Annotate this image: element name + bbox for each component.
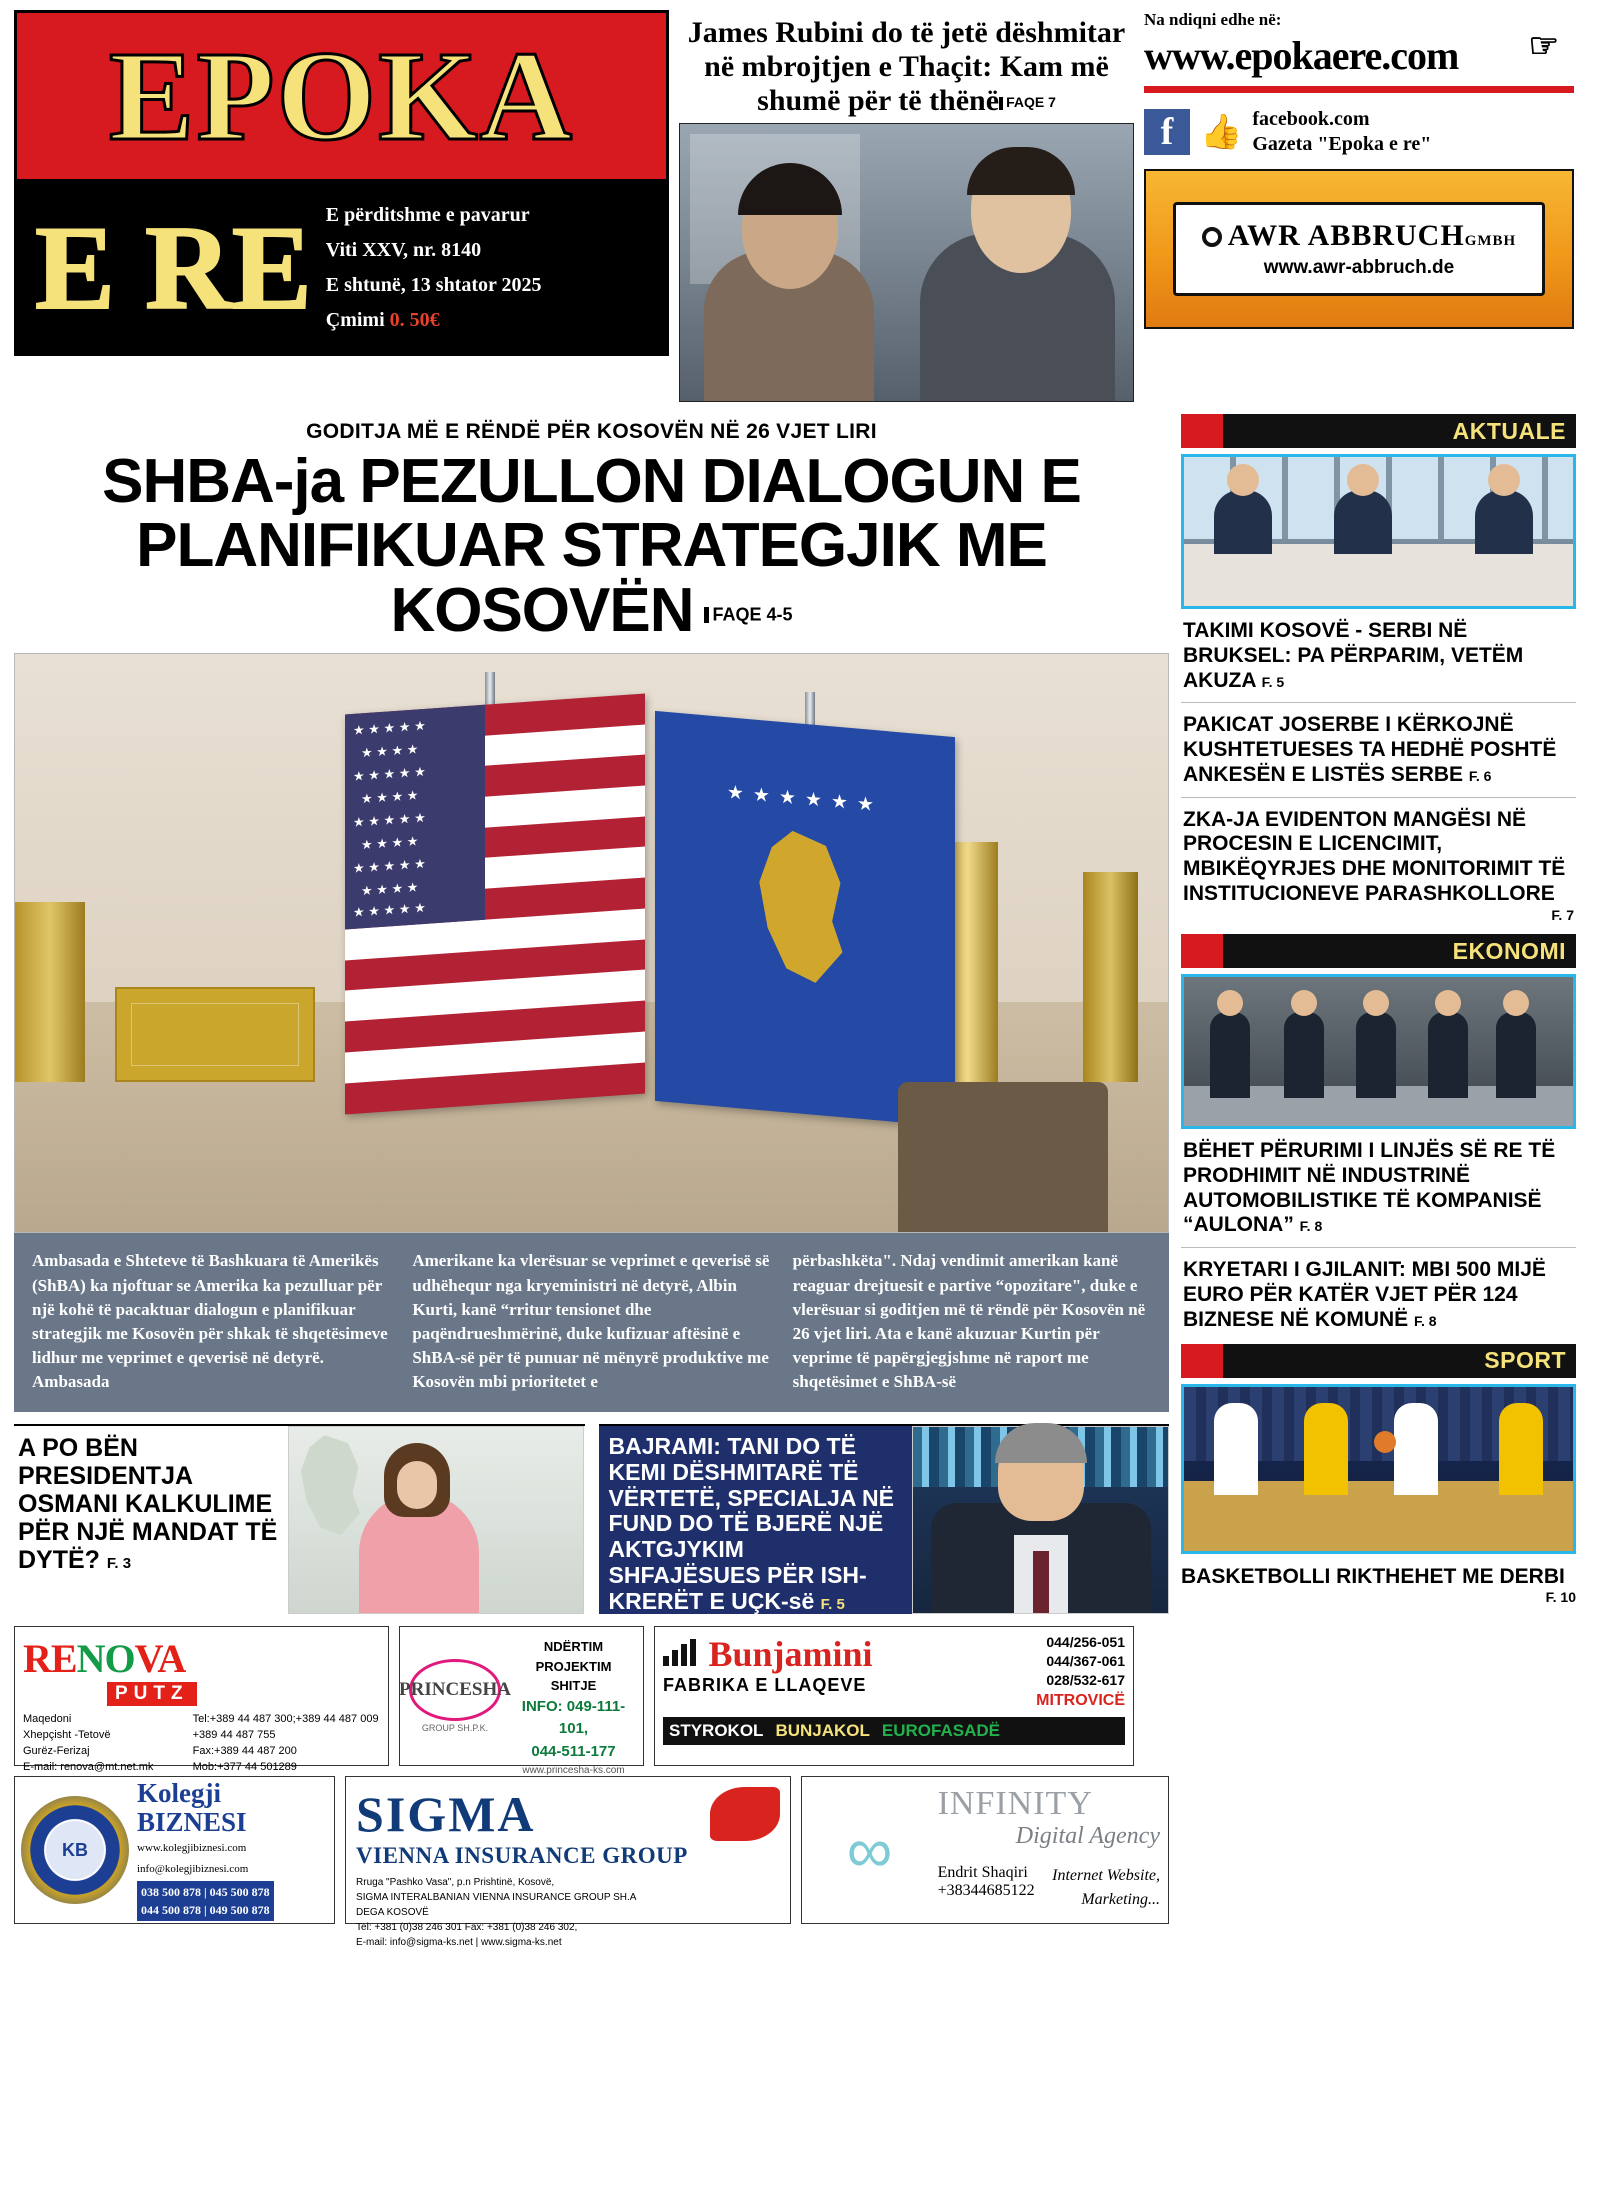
page-marker-icon — [999, 97, 1003, 110]
story-aktuale-1-page: F. 5 — [1261, 673, 1285, 690]
story-osmani-headline: A PO BËN PRESIDENTJA OSMANI KALKULIME PËR NJË MANDAT TË DYTË? — [18, 1434, 278, 1575]
ad-sigma-top — [356, 1785, 780, 1843]
ad-kolegji-title2: BIZNESI — [137, 1806, 247, 1837]
ad-renova-c1l1: Maqedoni — [23, 1713, 72, 1726]
story-aktuale-2-text: PAKICAT JOSERBE I KËRKOJNË KUSHTETUESES TA HEDHË POSHTË ANKESËN E LISTËS SERBE — [1183, 713, 1557, 786]
ad-awr-name: ABBRUCH — [1307, 219, 1465, 252]
story-sport-1-text: BASKETBOLLI RIKTHEHET ME DERBI — [1181, 1564, 1565, 1588]
ad-bunjamini-products — [663, 1717, 1125, 1745]
ad-princesha-info: INFO: 049-111-101, — [521, 1697, 626, 1738]
ad-renova-c1l4: E-mail: renova@mt.net.mk — [23, 1760, 154, 1773]
masthead — [14, 10, 669, 402]
ad-awr-abbruch[interactable] — [1144, 169, 1574, 329]
ad-infinity-service1: Internet Website, — [1052, 1867, 1160, 1885]
ad-infinity-contact-left — [938, 1864, 1035, 1912]
section-photo-sport — [1181, 1384, 1576, 1554]
ad-infinity-sub: Digital Agency — [1015, 1823, 1160, 1850]
story-ekonomi-2[interactable] — [1181, 1248, 1576, 1341]
follow-label: Na ndiqni edhe në: — [1144, 10, 1282, 29]
story-osmani-photo — [288, 1426, 585, 1614]
ad-sigma-addr4: Tel: +381 (0)38 246 301 Fax: +381 (0)38 246 302, — [356, 1922, 578, 1934]
story-aktuale-1-text: TAKIMI KOSOVË - SERBI NË BRUKSEL: PA PËRPARIM, VETËM AKUZA — [1183, 619, 1524, 692]
ad-infinity-name: INFINITY — [937, 1785, 1093, 1823]
photo-player-4 — [1499, 1403, 1543, 1495]
kosovo-map-icon — [295, 1435, 369, 1535]
photo-player-1 — [1214, 1403, 1258, 1495]
ad-kolegji-phones — [137, 1881, 274, 1921]
masthead-date: E shtunë, 13 shtator 2025 — [325, 273, 542, 296]
ad-sigma-addr3: DEGA KOSOVË — [356, 1907, 429, 1919]
ad-sigma-group: VIENNA INSURANCE GROUP — [356, 1843, 688, 1869]
ad-renova-logo-part2: N — [76, 1636, 105, 1682]
ad-infinity-services — [1052, 1864, 1160, 1912]
story-aktuale-1[interactable] — [1181, 609, 1576, 703]
ad-row-2 — [14, 1776, 1169, 1949]
ad-kolegji-title1: Kolegji — [137, 1778, 221, 1809]
ad-princesha-l3: SHITJE — [550, 1678, 597, 1694]
photo-player-3 — [1394, 1403, 1438, 1495]
ad-renova-sub: PUTZ — [107, 1682, 197, 1706]
section-photo-ekonomi — [1181, 974, 1576, 1129]
top-teaser-page: FAQE 7 — [1006, 94, 1056, 111]
lead-body-col3: përbashkëta". Ndaj vendimit amerikan kanë reaguar drejtuesit e partive “opozitare", duke e vlerësuar si goditjen më të rëndë për Kosovën në 26 vjet liri. Ata e kanë akuzuar Kurtin për veprime të papërgjegjshme në raport me shqetësimet e ShBA-së — [792, 1251, 1146, 1392]
cursor-icon: ☞ — [1528, 28, 1558, 65]
story-ekonomi-1-page: F. 8 — [1299, 1218, 1323, 1235]
lead-photo — [14, 653, 1169, 1233]
page-marker-icon — [704, 607, 709, 623]
photo-chair — [898, 1082, 1108, 1232]
photo-person-face — [397, 1461, 437, 1509]
kosovo-flag-stars: ★★★★★★ — [726, 782, 884, 818]
ad-renova-logo-part4: VA — [134, 1636, 186, 1682]
top-teaser[interactable] — [679, 10, 1134, 402]
photo-person-1 — [1214, 490, 1272, 554]
section-accent-bar — [1181, 1344, 1223, 1378]
ad-bunjamini-phone1: 044/256-051 — [1046, 1634, 1125, 1651]
kosovo-flag-map — [751, 828, 855, 987]
ad-row-1 — [14, 1626, 1169, 1777]
ad-bunjamini-contacts — [1036, 1633, 1125, 1711]
basketball-icon — [1374, 1431, 1396, 1453]
story-aktuale-3-text: ZKA-JA EVIDENTON MANGËSI NË PROCESIN E LICENCIMIT, MBIKËQYRJES DHE MONITORIMIT TË INSTITUCIONEVE PARASHKOLLORE — [1183, 807, 1566, 905]
photo-person-3 — [1475, 490, 1533, 554]
ad-awr-suffix: GMBH — [1464, 233, 1517, 249]
ad-princesha-logo-sub: GROUP SH.P.K. — [421, 1723, 489, 1734]
ad-kolegji-text — [137, 1779, 274, 1921]
top-teaser-photo — [679, 123, 1134, 402]
ad-princesha-url: www.princesha-ks.com — [522, 1765, 625, 1777]
ad-princesha[interactable] — [399, 1626, 644, 1777]
masthead-price — [326, 303, 542, 338]
ad-kolegji-seal-text: KB — [46, 1821, 104, 1879]
ad-sigma-addr5: E-mail: info@sigma-ks.net | www.sigma-ks.net — [356, 1937, 562, 1949]
section-title-aktuale: AKTUALE — [1223, 414, 1576, 448]
ad-bunjamini-name-row — [663, 1633, 873, 1675]
facebook-icon: f — [1144, 109, 1190, 155]
ad-bunjamini-city: MITROVICË — [1036, 1691, 1125, 1709]
ad-renova-c2l1: Tel:+389 44 487 300;+389 44 487 009 — [192, 1713, 379, 1726]
ad-renova-contact — [23, 1712, 380, 1776]
story-osmani[interactable] — [14, 1424, 585, 1614]
ad-awr-logo — [1202, 219, 1516, 253]
ad-bunjamini-product-3: EUROFASADË — [881, 1721, 1000, 1741]
red-divider — [1144, 86, 1574, 93]
photo-person-3 — [1356, 1012, 1396, 1098]
lead-headline[interactable] — [14, 447, 1169, 645]
masthead-title-line2: E RE — [35, 200, 312, 334]
top-bar — [14, 10, 1586, 402]
bars-icon — [663, 1640, 696, 1666]
ad-bunjamini-name: Bunjamini — [708, 1634, 873, 1675]
story-bajrami-text — [599, 1426, 913, 1614]
lead-body-col1: Ambasada e Shteteve të Bashkuara të Amerikës (ShBA) ka njoftuar se Amerika ka pezulluar për një kohë të pacaktuar dialogun e planifikuar strategjik me Kosovën për shkak të shqetësimeve lidhur me veprimet e qeverisë në detyrë. Ambasada — [32, 1251, 388, 1392]
ad-bunjamini-product-1: STYROKOL — [669, 1721, 764, 1741]
price-label: Çmimi — [325, 308, 385, 331]
ad-bunjamini-sub: FABRIKA E LLAQEVE — [663, 1675, 867, 1696]
ad-infinity-text — [938, 1785, 1160, 1915]
story-osmani-page: F. 3 — [106, 1555, 132, 1573]
ad-infinity-phone: +38344685122 — [937, 1882, 1035, 1900]
section-header-sport — [1181, 1344, 1576, 1378]
lead-body-col2: Amerikane ka vlerësuar se veprimet e qeverisë së udhëhequr nga kryeministri në detyrë, Albin Kurti, kanë “rritur tensionet dhe paqëndrueshmërinë, duke kufizuar aftësinë e ShBA-së për të punuar në mënyrë produktive me Kosovën mbi prioritetet e — [412, 1251, 770, 1392]
story-aktuale-2[interactable] — [1181, 703, 1576, 797]
website-url[interactable] — [1144, 28, 1574, 78]
ad-sigma-name: SIGMA — [356, 1786, 536, 1843]
story-ekonomi-1-text: BËHET PËRURIMI I LINJËS SË RE TË PRODHIMIT NË INDUSTRINË AUTOMOBILISTIKE TË KOMPANISË “AULONA” — [1183, 1139, 1556, 1237]
ad-princesha-l1: NDËRTIM — [543, 1639, 604, 1655]
facebook-row[interactable] — [1144, 107, 1574, 157]
ad-kolegji-phones2: 044 500 878 | 049 500 878 — [141, 1903, 270, 1917]
photo-person-tie — [1033, 1551, 1049, 1613]
story-bajrami-headline: BAJRAMI: TANI DO TË KEMI DËSHMITARË TË VËRTETË, SPECIALJA NË FUND DO TË BJERË NJË AKTGJYKIM SHFAJËSUES PËR ISH-KRERËT E UÇK-së — [608, 1433, 894, 1614]
website-url-text: www.epokaere.com — [1144, 33, 1459, 78]
ad-renova-logo-part1: RE — [23, 1636, 77, 1682]
ad-infinity-contact-name: Endrit Shaqiri — [937, 1864, 1028, 1882]
story-ekonomi-1[interactable] — [1181, 1129, 1576, 1248]
story-bajrami-page: F. 5 — [820, 1595, 845, 1613]
lead-body-text — [14, 1233, 1169, 1412]
top-teaser-text: James Rubini do të jetë dëshmitar në mbrojtjen e Thaçit: Kam më shumë për të thënë — [687, 16, 1126, 118]
ad-renova-c1l2: Xhepçisht -Tetovë — [23, 1729, 111, 1742]
ad-sigma-address — [356, 1875, 780, 1950]
facebook-page-name: Gazeta "Epoka e re" — [1252, 133, 1432, 155]
ad-sigma[interactable] — [345, 1776, 791, 1949]
usa-flag-canton: ★ ★ ★ ★ ★ ★ ★ ★ ★ ★ ★ ★ ★ ★ ★ ★ ★ ★ ★ ★ ★ ★ ★ ★ ★ ★ ★ ★ ★ ★ ★ ★ ★ ★ ★ ★ ★ ★ ★ ★ ★ — [345, 705, 485, 930]
ad-bunjamini-phone3: 028/532-617 — [1046, 1671, 1125, 1688]
right-column — [1181, 412, 1576, 1924]
ad-renova-c1l3: Gurëz-Ferizaj — [23, 1745, 90, 1758]
masthead-top — [14, 10, 669, 182]
infinity-icon: ∞ — [846, 1814, 893, 1887]
kosovo-flag — [655, 711, 955, 1127]
photo-person-4 — [1428, 1012, 1468, 1098]
price-value: 0. 50 — [389, 308, 430, 331]
ad-kolegji-phones1: 038 500 878 | 045 500 878 — [141, 1885, 270, 1899]
seal-icon — [21, 1796, 129, 1904]
section-accent-bar — [1181, 934, 1223, 968]
photo-person-2 — [1334, 490, 1392, 554]
sigma-swoosh-icon — [710, 1787, 780, 1841]
ad-renova-logo — [23, 1635, 380, 1682]
main-content — [14, 412, 1586, 1949]
photo-player-2 — [1304, 1403, 1348, 1495]
lead-page: FAQE 4-5 — [712, 604, 793, 625]
photo-gold-column-left — [15, 902, 85, 1082]
ad-sigma-addr2: SIGMA INTERALBANIAN VIENNA INSURANCE GROUP SH.A — [356, 1892, 637, 1904]
masthead-title-line1: EPOKA — [108, 25, 575, 167]
story-ekonomi-2-text: KRYETARI I GJILANIT: MBI 500 MIJË EURO PËR KATËR VJET PËR 124 BIZNESE NË KOMUNË — [1183, 1258, 1546, 1331]
ad-kolegji-email: info@kolegjibiznesi.com — [137, 1862, 249, 1875]
story-ekonomi-2-page: F. 8 — [1414, 1312, 1437, 1329]
ring-icon — [1202, 227, 1222, 247]
photo-gold-column-right — [1083, 872, 1138, 1082]
ad-bunjamini[interactable] — [654, 1626, 1134, 1766]
photo-gold-plaque — [115, 987, 315, 1082]
ad-kolegji-url: www.kolegjibiznesi.com — [137, 1842, 247, 1854]
section-photo-aktuale — [1181, 454, 1576, 609]
ad-princesha-logo-text: PRINCESHA — [399, 1679, 511, 1701]
ad-awr-inner — [1173, 202, 1545, 296]
masthead-bottom — [14, 182, 669, 356]
ad-bunjamini-top — [663, 1633, 1125, 1711]
story-osmani-text — [14, 1426, 288, 1614]
price-currency: € — [429, 308, 440, 331]
ad-renova-logo-part3: O — [104, 1636, 135, 1682]
ad-awr-url: www.awr-abbruch.de — [1263, 257, 1455, 278]
ad-sigma-addr1: Rruga "Pashko Vasa", p.n Prishtinë, Kosovë, — [356, 1877, 555, 1889]
ad-kolegji-biznesi[interactable] — [14, 1776, 335, 1924]
story-sport-1-page: F. 10 — [1545, 1588, 1576, 1605]
ad-infinity[interactable] — [801, 1776, 1169, 1924]
story-aktuale-2-page: F. 6 — [1468, 767, 1492, 784]
ad-renova[interactable] — [14, 1626, 389, 1773]
thumbs-up-icon: 👍 — [1200, 113, 1243, 151]
ad-renova-c2l4: Mob:+377 44 501289 — [192, 1760, 297, 1773]
ad-renova-c2l2: +389 44 487 755 — [192, 1729, 276, 1742]
story-aktuale-3[interactable] — [1181, 798, 1576, 933]
lead-kicker: GODITJA MË E RËNDË PËR KOSOVËN NË 26 VJET LIRI — [306, 420, 877, 443]
ad-princesha-info2: 044-511-177 — [531, 1742, 616, 1760]
masthead-issue: Viti XXV, nr. 8140 — [325, 238, 482, 261]
ad-princesha-text — [510, 1627, 643, 1777]
ad-bunjamini-product-2: BUNJAKOL — [775, 1721, 870, 1741]
top-right-block — [1144, 10, 1574, 402]
usa-flag — [345, 694, 645, 1115]
section-header-aktuale — [1181, 414, 1576, 448]
facebook-domain: facebook.com — [1252, 108, 1370, 130]
ad-renova-c2l3: Fax:+389 44 487 200 — [192, 1745, 297, 1758]
story-bajrami[interactable] — [599, 1424, 1170, 1614]
story-bajrami-photo — [912, 1426, 1169, 1614]
photo-person-2 — [1284, 1012, 1324, 1098]
photo-person-5 — [1496, 1012, 1536, 1098]
crown-icon — [399, 1659, 511, 1721]
facebook-text — [1252, 107, 1431, 157]
photo-person-1 — [1210, 1012, 1250, 1098]
section-title-ekonomi: EKONOMI — [1223, 934, 1576, 968]
top-teaser-headline — [679, 10, 1134, 123]
story-aktuale-3-page: F. 7 — [1551, 906, 1574, 923]
section-accent-bar — [1181, 414, 1223, 448]
lead-headline-text: SHBA-ja PEZULLON DIALOGUN E PLANIFIKUAR STRATEGJIK ME KOSOVËN — [102, 447, 1081, 645]
secondary-stories-row — [14, 1424, 1169, 1614]
ad-infinity-service2: Marketing... — [1081, 1891, 1160, 1909]
left-column — [14, 412, 1169, 1949]
ad-bunjamini-phone2: 044/367-061 — [1046, 1653, 1125, 1670]
section-title-sport: SPORT — [1223, 1344, 1576, 1378]
story-sport-1[interactable] — [1181, 1554, 1576, 1606]
ad-princesha-logo — [400, 1627, 510, 1765]
ad-infinity-contact — [938, 1864, 1160, 1912]
masthead-info — [326, 198, 542, 338]
ad-princesha-l2: PROJEKTIM — [535, 1658, 612, 1674]
masthead-descriptor: E përditshme e pavarur — [325, 203, 530, 226]
section-header-ekonomi — [1181, 934, 1576, 968]
ad-awr-prefix: AWR — [1227, 219, 1301, 252]
